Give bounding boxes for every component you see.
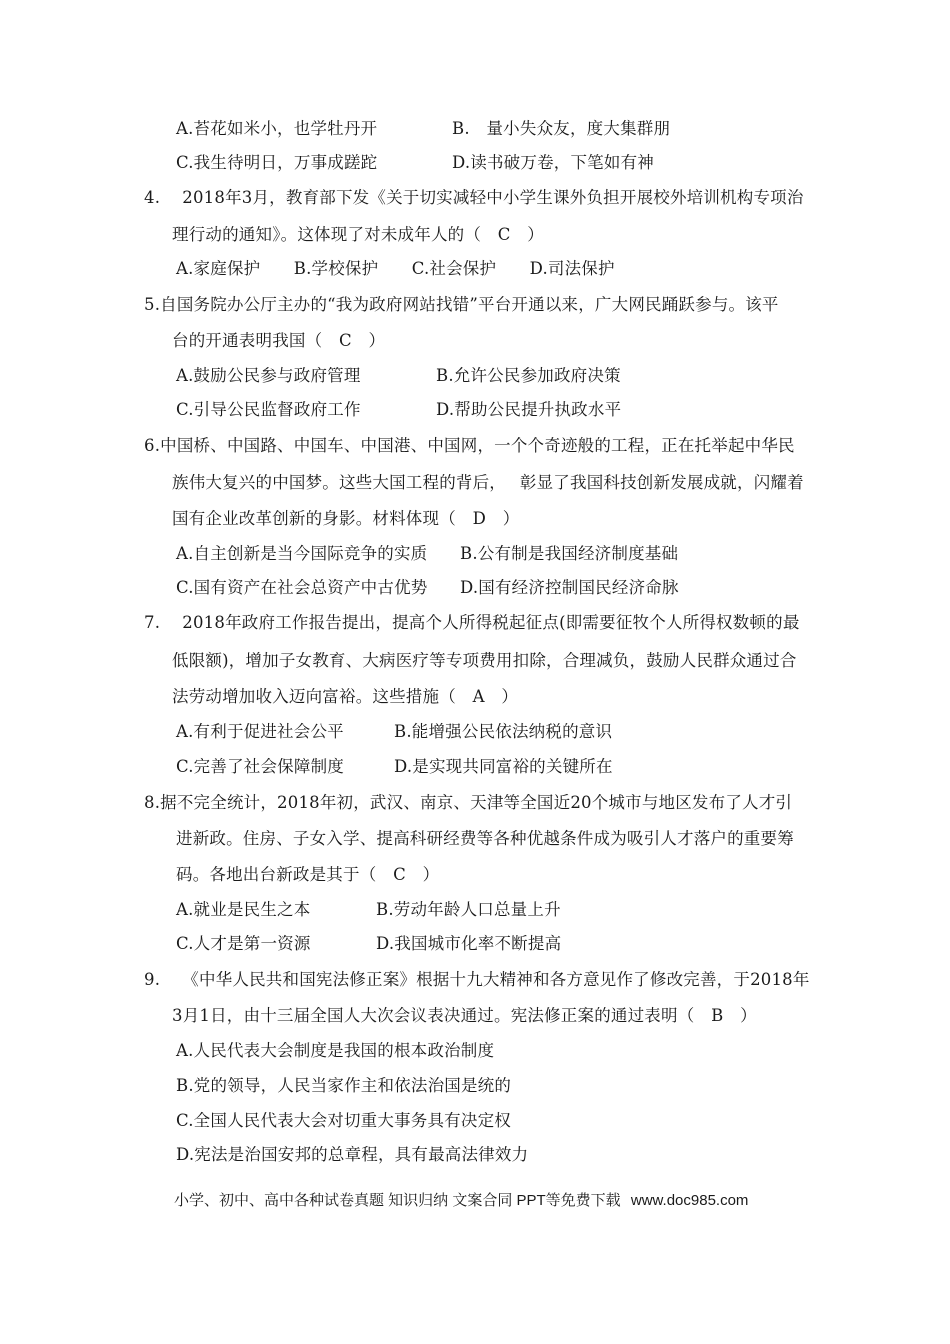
q8-stem-line1: 8.据不完全统计，2018年初，武汉、南京、天津等全国近20个城市与地区发布了人才引 [144,793,793,812]
q6-stem-line2: 族伟大复兴的中国梦。这些大国工程的背后， 彰显了我国科技创新发展成就，闪耀着 [172,473,804,492]
q5-option-d: D.帮助公民提升执政水平 [436,400,622,419]
q9-option-a: A.人民代表大会制度是我国的根本政治制度 [176,1041,495,1060]
q9-option-c: C.全国人民代表大会对切重大事务具有决定权 [176,1111,511,1130]
q3-option-c: C.我生待明日，万事成蹉跎 [176,153,378,172]
q4-options: A.家庭保护 B.学校保护 C.社会保护 D.司法保护 [176,259,615,278]
q9-stem-line1: 9. 《中华人民共和国宪法修正案》根据十九大精神和各方意见作了修改完善，于2018年 [144,970,810,989]
q9-option-b: B.党的领导，人民当家作主和依法治国是统的 [176,1076,512,1095]
q5-stem-line2: 台的开通表明我国（ C ） [172,331,386,350]
q8-stem-line3: 码。各地出台新政是其于（ C ） [176,865,440,884]
q5-option-a: A.鼓励公民参与政府管理 [176,366,361,385]
q7-option-b: B.能增强公民依法纳税的意识 [394,722,613,741]
q5-option-b: B.允许公民参加政府决策 [436,366,621,385]
q4-stem-line1: 4. 2018年3月，教育部下发《关于切实减轻中小学生课外负担开展校外培训机构专项治 [144,188,804,207]
q9-option-d: D.宪法是治国安邦的总章程，具有最高法律效力 [176,1145,529,1164]
q6-option-c: C.国有资产在社会总资产中古优势 [176,578,428,597]
q7-stem-line3: 法劳动增加收入迈向富裕。这些措施（ A ） [172,687,519,706]
q7-option-d: D.是实现共同富裕的关键所在 [394,757,613,776]
q9-stem-line2: 3月1日，由十三届全国人大次会议表决通过。宪法修正案的通过表明（ B ） [172,1006,757,1025]
q7-option-c: C.完善了社会保障制度 [176,757,344,776]
q7-stem-line2: 低限额)，增加子女教育、大病医疗等专项费用扣除，合理减负，鼓励人民群众通过合 [172,651,797,670]
q8-option-d: D.我国城市化率不断提高 [376,934,562,953]
q4-stem-line2: 理行动的通知》。这体现了对未成年人的（ C ） [172,225,544,244]
q8-stem-line2: 进新政。住房、子女入学、提高科研经费等各种优越条件成为吸引人才落户的重要筹 [176,829,794,848]
footer-url-link[interactable]: www.doc985.com [630,1192,749,1209]
page-footer [174,1190,748,1212]
q6-stem-line1: 6.中国桥、中国路、中国车、中国港、中国网，一个个奇迹般的工程，正在托举起中华民 [144,436,795,455]
q7-stem-line1: 7. 2018年政府工作报告提出，提高个人所得税起征点(即需要征牧个人所得权数顿的最 [144,613,800,632]
q8-option-a: A.就业是民生之本 [176,900,311,919]
q5-option-c: C.引导公民监督政府工作 [176,400,361,419]
q3-option-b: B. 量小失众友，度大集群朋 [452,119,671,138]
q7-option-a: A.有利于促进社会公平 [176,722,344,741]
q6-option-d: D.国有经济控制国民经济命脉 [460,578,679,597]
footer-text: 小学、初中、高中各种试卷真题 知识归纳 文案合同 PPT等免费下载 [174,1192,621,1209]
q5-stem-line1: 5.自国务院办公厅主办的“我为政府网站找错”平台开通以来，广大网民踊跃参与。该平 [144,295,779,314]
q6-option-a: A.自主创新是当今国际竞争的实质 [176,544,428,563]
q8-option-b: B.劳动年龄人口总量上升 [376,900,561,919]
q6-stem-line3: 国有企业改革创新的身影。材料体现（ D ） [172,509,520,528]
q3-option-d: D.读书破万卷，下笔如有神 [452,153,654,172]
q6-option-b: B.公有制是我国经济制度基础 [460,544,679,563]
q8-option-c: C.人才是第一资源 [176,934,311,953]
q3-option-a: A.苔花如米小，也学牡丹开 [176,119,378,138]
